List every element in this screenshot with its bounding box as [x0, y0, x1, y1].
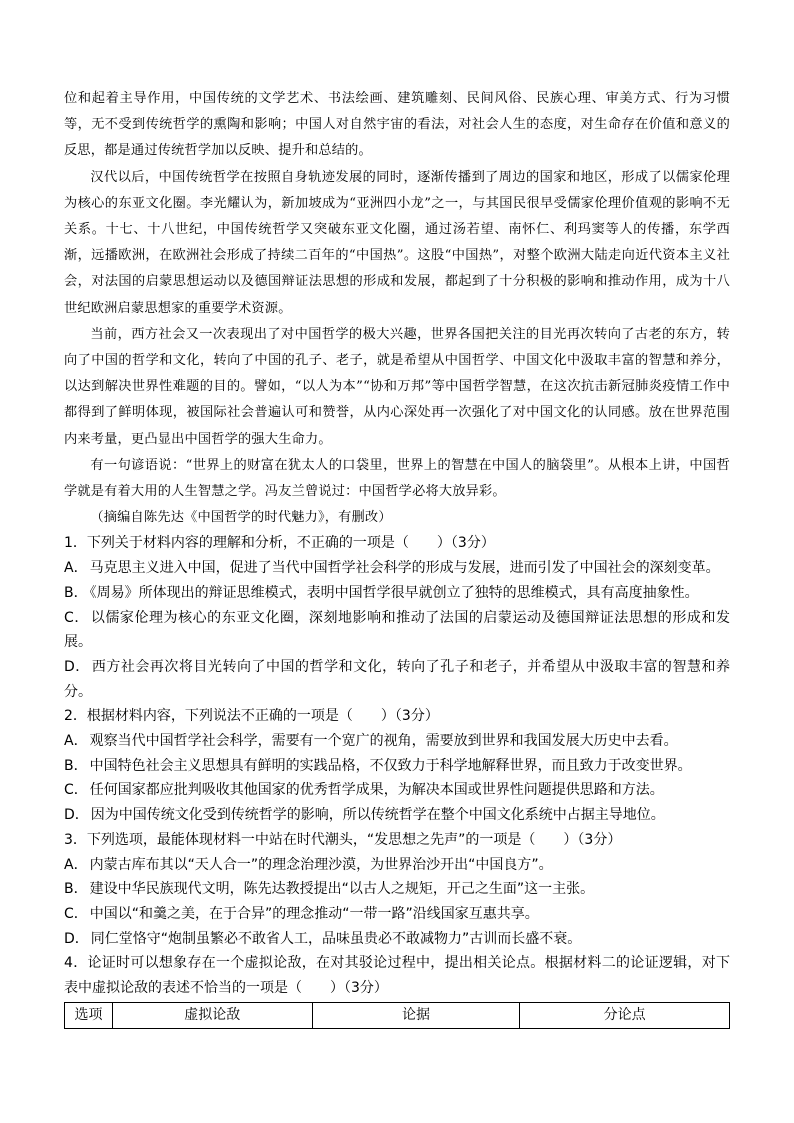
- reading-passage: [64, 86, 730, 531]
- passage-paragraph-4: 有一句谚语说：“世界上的财富在犹太人的口袋里，世界上的智慧在中国人的脑袋里”。从根本上讲，中国哲学就是有着大用的人生智慧之学。冯友兰曾说过：中国哲学必将大放异彩。: [64, 457, 730, 500]
- table-header-cell: 分论点: [520, 1002, 730, 1028]
- question-1: [64, 531, 730, 704]
- table-header-row: [65, 1002, 730, 1028]
- option-a[interactable]: A． 观察当代中国哲学社会科学，需要有一个宽广的视角，需要放到世界和我国发展大历史中去看。: [64, 733, 678, 750]
- option-a[interactable]: A． 马克思主义进入中国，促进了当代中国哲学社会科学的形成与发展，进而引发了中国社会的深刻变革。: [64, 560, 720, 577]
- option-b[interactable]: B． 《周易》所体现出的辩证思维模式，表明中国哲学很早就创立了独特的思维模式，具有高度抽象性。: [64, 584, 699, 601]
- option-b[interactable]: B． 中国特色社会主义思想具有鲜明的实践品格，不仅致力于科学地解释世界，而且致力于改变世界。: [64, 757, 692, 774]
- passage-paragraph-3: 当前，西方社会又一次表现出了对中国哲学的极大兴趣，世界各国把关注的目光再次转向了古老的东方，转向了中国的哲学和文化，转向了中国的孔子、老子，就是希望从中国哲学、中国文化中汲取丰富的智慧和养分，以达到解决世界性难题的目的。譬如，“以人为本”“协和万邦”等中国哲学智慧，在这次抗击新冠肺炎疫情工作中都得到了鲜明体现，被国际社会普遍认可和赞誉，从内心深处再一次强化了对中国文化的认同感。放在世界范围内来考量，更凸显出中国哲学的强大生命力。: [64, 326, 730, 447]
- option-d[interactable]: D． 同仁堂恪守“炮制虽繁必不敢省人工，品味虽贵必不敢减物力”古训而长盛不衰。: [64, 930, 582, 947]
- option-c[interactable]: C． 以儒家伦理为核心的东亚文化圈，深刻地影响和推动了法国的启蒙运动及德国辩证法思想的形成和发展。: [64, 609, 730, 651]
- question-list: [64, 531, 730, 1028]
- argument-table: [64, 1002, 730, 1029]
- passage-paragraph-1: 位和起着主导作用，中国传统的文学艺术、书法绘画、建筑雕刻、民间风俗、民族心理、审美方式、行为习惯等，无不受到传统哲学的熏陶和影响；中国人对自然宇宙的看法，对社会人生的态度，对生命存在价值和意义的反思，都是通过传统哲学加以反映、提升和总结的。: [64, 91, 730, 159]
- question-stem: 3．下列选项，最能体现材料一中站在时代潮头，“发思想之先声”的一项是（ ）（3分）: [64, 831, 622, 848]
- table-header-cell: 选项: [65, 1002, 113, 1028]
- table-header-cell: 论据: [312, 1002, 520, 1028]
- question-stem: 4．论证时可以想象存在一个虚拟论敌，在对其驳论过程中，提出相关论点。根据材料二的论证逻辑，对下表中虚拟论敌的表述不恰当的一项是（ ）（3分）: [64, 955, 730, 997]
- option-d[interactable]: D． 因为中国传统文化受到传统哲学的影响，所以传统哲学在整个中国文化系统中占据主导地位。: [64, 807, 665, 824]
- option-c[interactable]: C． 中国以“和羹之美，在于合异”的理念推动“一带一路”沿线国家互惠共享。: [64, 906, 539, 922]
- passage-source: （摘编自陈先达《中国哲学的时代魅力》，有删改）: [90, 510, 392, 526]
- question-3: [64, 828, 730, 952]
- option-c[interactable]: C． 任何国家都应批判吸收其他国家的优秀哲学成果，为解决本国或世界性问题提供思路和方法。: [64, 782, 664, 799]
- question-stem: 2．根据材料内容，下列说法不正确的一项是（ ）（3分）: [64, 708, 439, 725]
- passage-paragraph-2: 汉代以后，中国传统哲学在按照自身轨迹发展的同时，逐渐传播到了周边的国家和地区，形成了以儒家伦理为核心的东亚文化圈。李光耀认为，新加坡成为“亚洲四小龙”之一，与其国民很早受儒家伦理价值观的影响不无关系。十七、十八世纪，中国传统哲学又突破东亚文化圈，通过汤若望、南怀仁、利玛窦等人的传播，东学西渐，远播欧洲，在欧洲社会形成了持续二百年的“中国热”。这股“中国热”，对整个欧洲大陆走向近代资本主义社会，对法国的启蒙思想运动以及德国辩证法思想的形成和发展，都起到了十分积极的影响和推动作用，成为十八世纪欧洲启蒙思想家的重要学术资源。: [64, 169, 730, 316]
- question-2: [64, 704, 730, 828]
- question-stem: 1．下列关于材料内容的理解和分析，不正确的一项是（ ）（3分）: [64, 535, 495, 552]
- option-d[interactable]: D． 西方社会再次将目光转向了中国的哲学和文化，转向了孔子和老子，并希望从中汲取丰富的智慧和养分。: [64, 658, 730, 700]
- question-4: [64, 951, 730, 1000]
- option-a[interactable]: A． 内蒙古库布其以“天人合一”的理念治理沙漠，为世界治沙开出“中国良方”。: [64, 856, 553, 873]
- option-b[interactable]: B． 建设中华民族现代文明，陈先达教授提出“以古人之规矩，开己之生面”这一主张。: [64, 881, 595, 898]
- table-header-cell: 虚拟论敌: [112, 1002, 312, 1028]
- exam-page: [64, 86, 730, 1029]
